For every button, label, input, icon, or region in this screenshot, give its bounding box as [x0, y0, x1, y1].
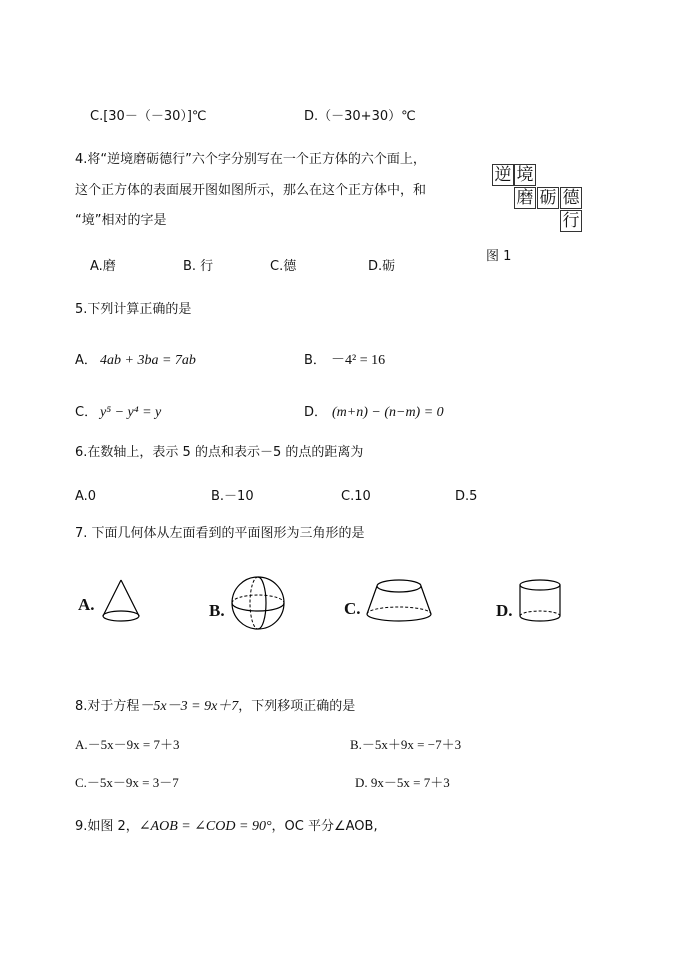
net-cell-4: 砺: [537, 187, 559, 209]
figure-1-caption: 图 1: [486, 249, 512, 264]
q8-option-a: A.－5x－9x = 7＋3: [75, 737, 180, 752]
q4-option-d: D.砺: [368, 259, 396, 274]
net-cell-1: 逆: [492, 164, 514, 186]
q5-option-d-label: D．: [304, 405, 328, 420]
q5-option-a-label: A．: [75, 353, 97, 368]
q5-option-d-expr: (m+n) − (n−m) = 0: [332, 405, 444, 420]
q4-option-b: B. 行: [183, 259, 214, 274]
q8-option-b: B.－5x＋9x = −7＋3: [350, 737, 462, 752]
q7-label-c: C.: [344, 599, 361, 618]
q7-label-b: B.: [209, 601, 225, 620]
q8-option-d: D. 9x－5x = 7＋3: [355, 775, 450, 790]
net-cell-5: 德: [560, 187, 582, 209]
q5-option-a-expr: 4ab + 3ba = 7ab: [100, 353, 196, 368]
frustum-icon: [365, 578, 433, 628]
q4-option-c: C.德: [270, 259, 297, 274]
cylinder-icon: [517, 578, 563, 628]
q5-option-c-expr: y⁵ − y⁴ = y: [100, 405, 162, 420]
q5-option-b-expr: －4² = 16: [331, 353, 386, 368]
q8-equation: －5x－3 = 9x＋7: [139, 699, 239, 714]
q6-option-a: A.0: [75, 489, 97, 504]
q5-stem: 5.下列计算正确的是: [75, 302, 192, 317]
q8-stem: [75, 698, 355, 716]
q8-option-c: C.－5x－9x = 3－7: [75, 775, 179, 790]
q5-option-c-label: C．: [75, 405, 98, 420]
q5-option-b-label: B．: [304, 353, 326, 368]
q3-option-d: D.（－30+30）℃: [304, 109, 416, 124]
q9-stem-suffix: ，OC 平分∠AOB,: [271, 819, 378, 834]
net-cell-3: 磨: [514, 187, 536, 209]
q4-stem-line3: “境”相对的字是: [75, 213, 167, 228]
sphere-icon: [230, 575, 288, 633]
q6-option-b: B.－10: [211, 489, 254, 504]
q6-option-c: C.10: [341, 489, 371, 504]
q9-stem: [75, 818, 378, 836]
q9-stem-prefix: 9.如图 2，: [75, 819, 139, 834]
q7-label-d: D.: [496, 601, 513, 620]
q8-stem-prefix: 8.对于方程: [75, 699, 140, 714]
q7-stem: 7. 下面几何体从左面看到的平面图形为三角形的是: [75, 526, 365, 541]
q3-option-c: C.[30－（－30）]℃: [90, 109, 207, 124]
net-cell-6: 行: [560, 210, 582, 232]
q6-stem: 6.在数轴上，表示 5 的点和表示－5 的点的距离为: [75, 445, 364, 460]
q8-stem-suffix: ，下列移项正确的是: [238, 699, 356, 714]
q9-angle-equation: ∠AOB = ∠COD = 90°: [138, 819, 272, 834]
q4-option-a: A.磨: [90, 259, 116, 274]
q4-stem-line2: 这个正方体的表面展开图如图所示，那么在这个正方体中，和: [75, 183, 427, 198]
net-cell-2: 境: [514, 164, 536, 186]
q7-label-a: A.: [78, 595, 95, 614]
q6-option-d: D.5: [455, 489, 478, 504]
cone-icon: [100, 578, 142, 628]
q4-stem-line1: 4.将“逆境磨砺德行”六个字分别写在一个正方体的六个面上，: [75, 152, 426, 167]
